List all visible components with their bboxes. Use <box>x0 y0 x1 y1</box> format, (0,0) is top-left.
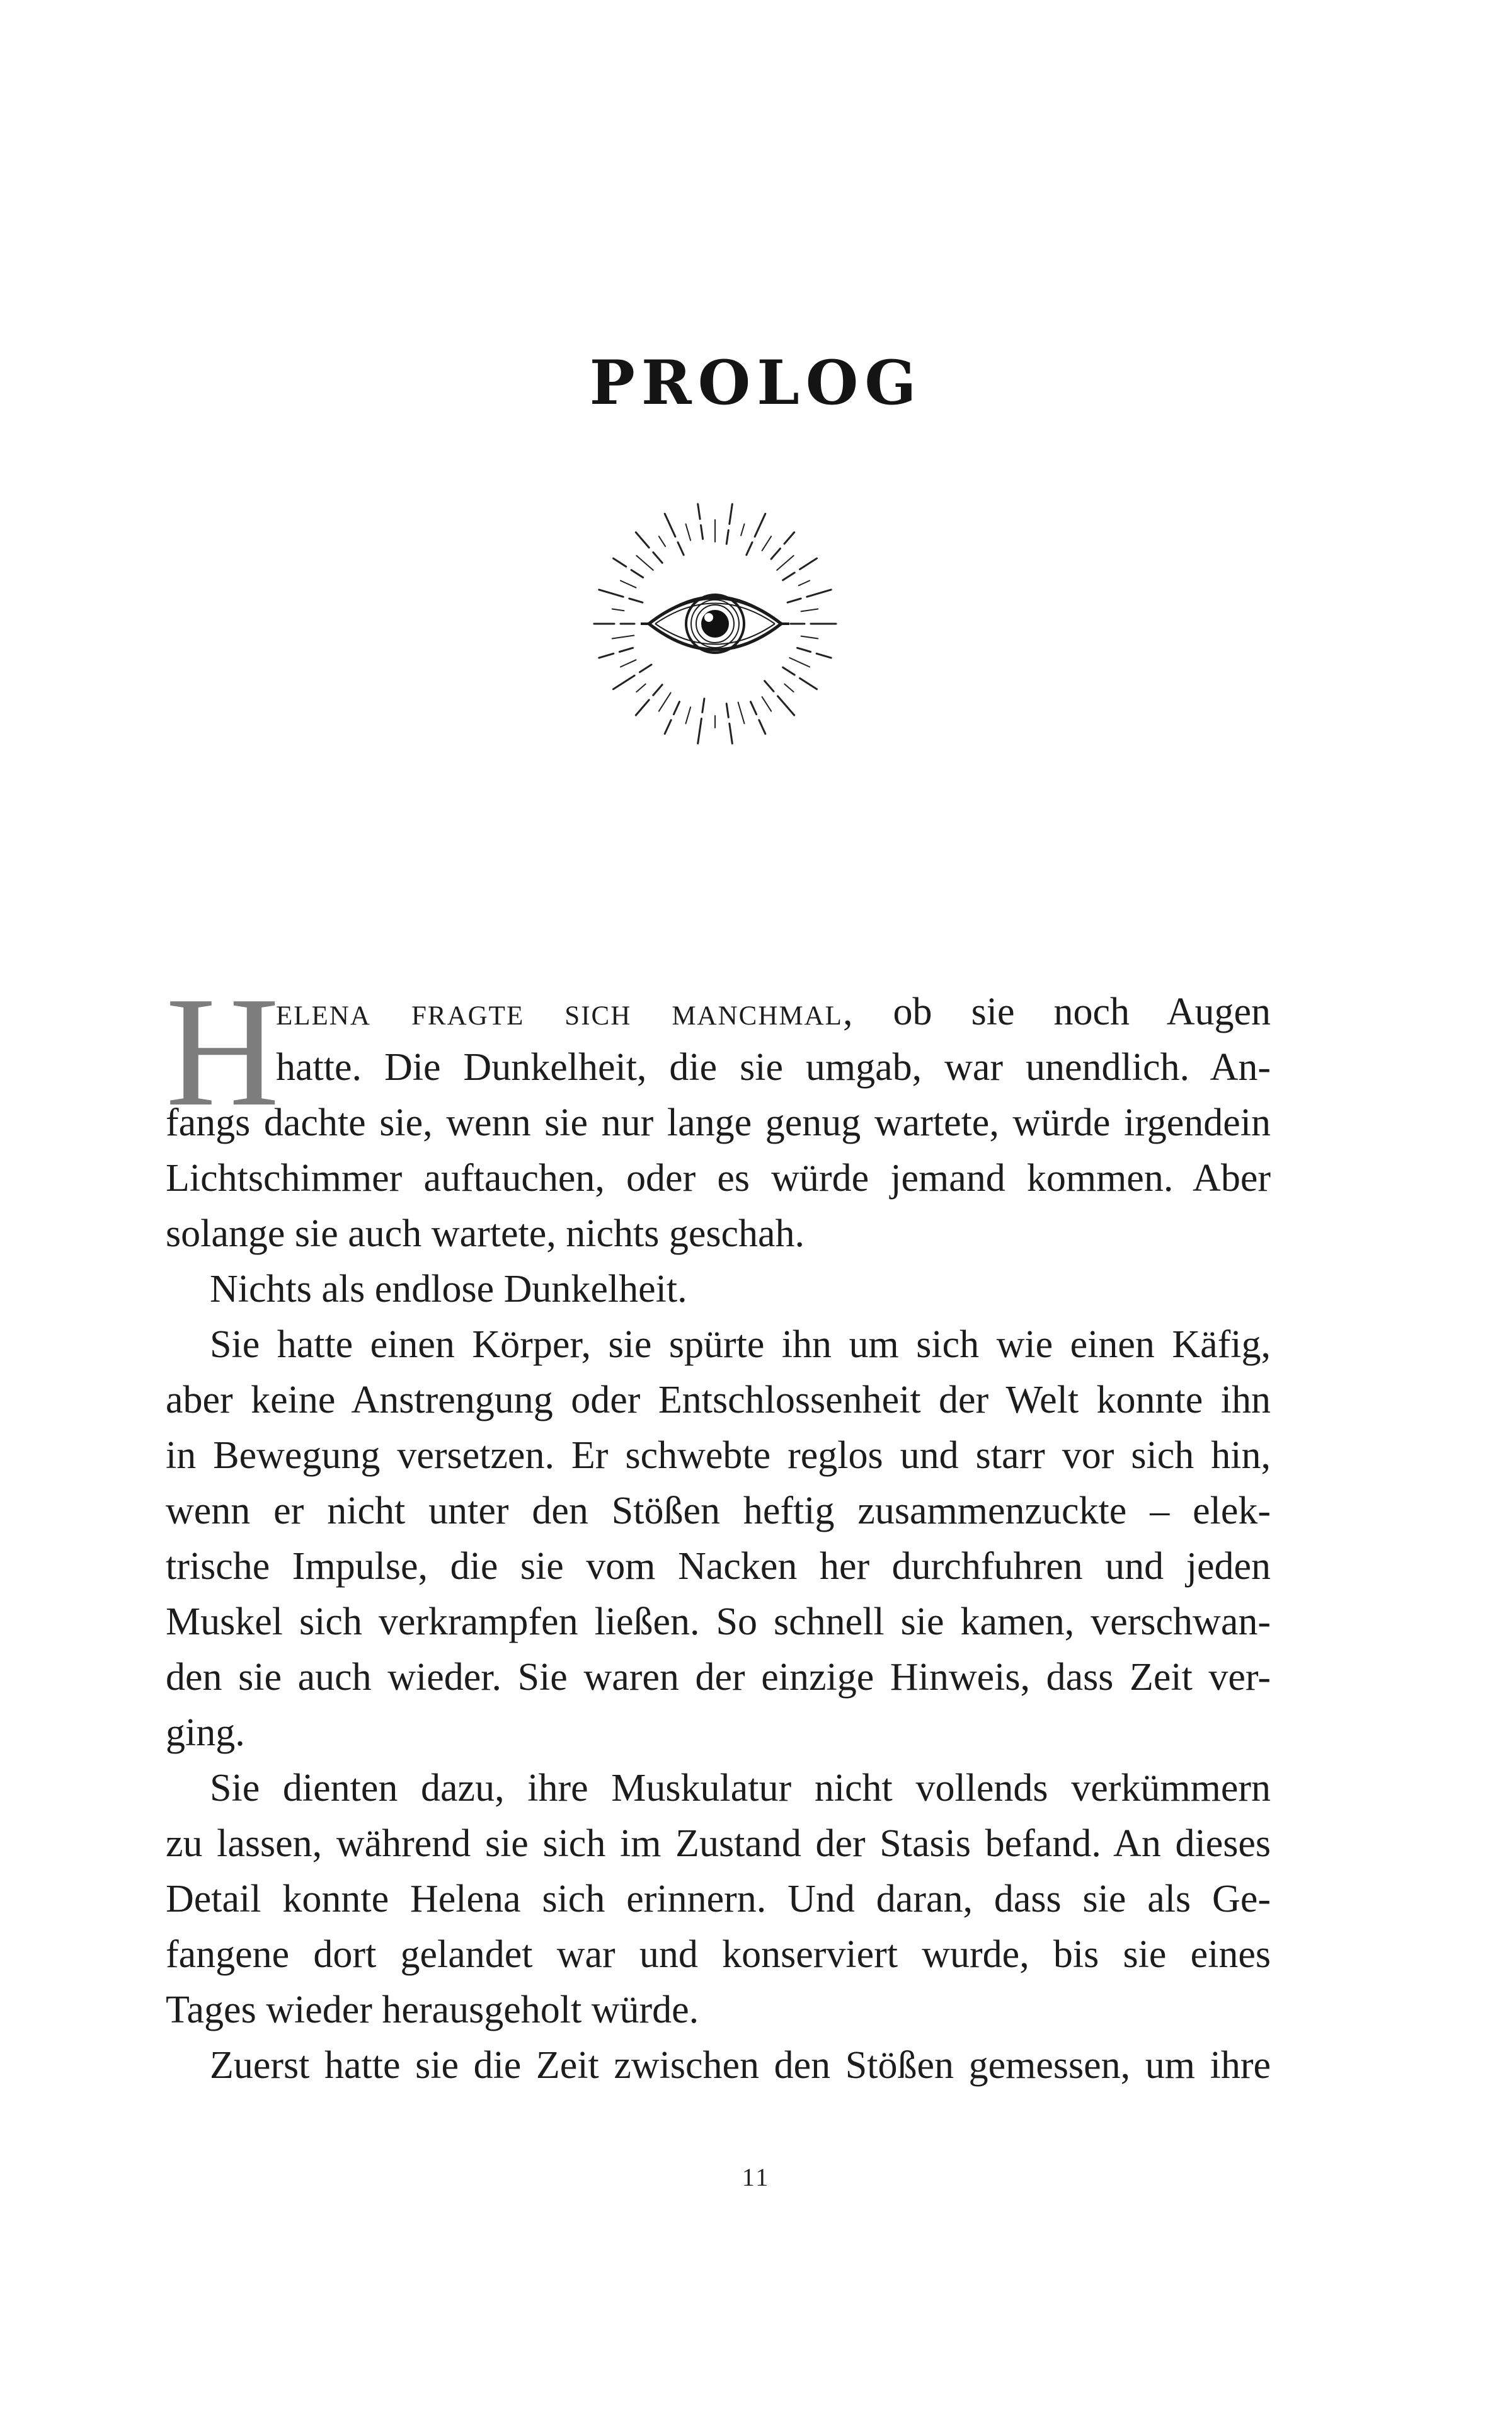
chapter-title: PROLOG <box>589 347 923 418</box>
text-line: den sie auch wieder. Sie waren der einzige Hinweis, dass Zeit ver- <box>166 1656 1271 1699</box>
body-text <box>166 984 1271 2093</box>
line-rest: ob sie noch Augen <box>854 990 1271 1033</box>
text-line: fangene dort gelandet war und konserviert wurde, bis sie eines <box>166 1933 1271 1976</box>
text-line: ging. <box>166 1711 245 1754</box>
drop-cap: H <box>166 965 280 1139</box>
text-line: in Bewegung versetzen. Er schwebte reglos und starr vor sich hin, <box>166 1434 1271 1477</box>
text-line: Detail konnte Helena sich erinnern. Und daran, dass sie als Ge- <box>166 1878 1271 1920</box>
text-line: hatte. Die Dunkelheit, die sie umgab, war unendlich. An- <box>276 1046 1271 1089</box>
paragraph <box>166 1760 1271 2038</box>
text-line: Zuerst hatte sie die Zeit zwischen den Stößen gemessen, um ihre <box>210 2044 1271 2087</box>
text-line: solange sie auch wartete, nichts geschah. <box>166 1212 805 1255</box>
paragraph <box>166 2038 1271 2093</box>
text-line: Sie hatte einen Körper, sie spürte ihn um sich wie einen Käfig, <box>210 1323 1271 1366</box>
text-line: aber keine Anstrengung oder Entschlossenheit der Welt konnte ihn <box>166 1379 1271 1421</box>
paragraph <box>166 984 1271 1261</box>
all-seeing-eye-icon <box>589 498 841 750</box>
text-line: Nichts als endlose Dunkelheit. <box>210 1268 687 1311</box>
text-line: Sie dienten dazu, ihre Muskulatur nicht vollends verkümmern <box>210 1767 1271 1810</box>
lead-in-smallcaps: elena fragte sich manchmal, <box>276 990 854 1033</box>
paragraph <box>166 1317 1271 1760</box>
text-line: wenn er nicht unter den Stößen heftig zusammenzuckte – elek- <box>166 1489 1271 1532</box>
text-line: Lichtschimmer auftauchen, oder es würde jemand kommen. Aber <box>166 1157 1271 1200</box>
paragraph <box>166 1261 1271 1317</box>
text-line: trische Impulse, die sie vom Nacken her durchfuhren und jeden <box>166 1545 1271 1588</box>
text-line <box>166 984 1271 1040</box>
text-line: zu lassen, während sie sich im Zustand der Stasis befand. An dieses <box>166 1822 1271 1865</box>
page-number: 11 <box>742 2163 770 2191</box>
text-line: Tages wieder herausgeholt würde. <box>166 1988 699 2031</box>
text-line: Muskel sich verkrampfen ließen. So schnell sie kamen, verschwan- <box>166 1600 1271 1643</box>
text-line: fangs dachte sie, wenn sie nur lange genug wartete, würde irgendein <box>166 1101 1271 1144</box>
